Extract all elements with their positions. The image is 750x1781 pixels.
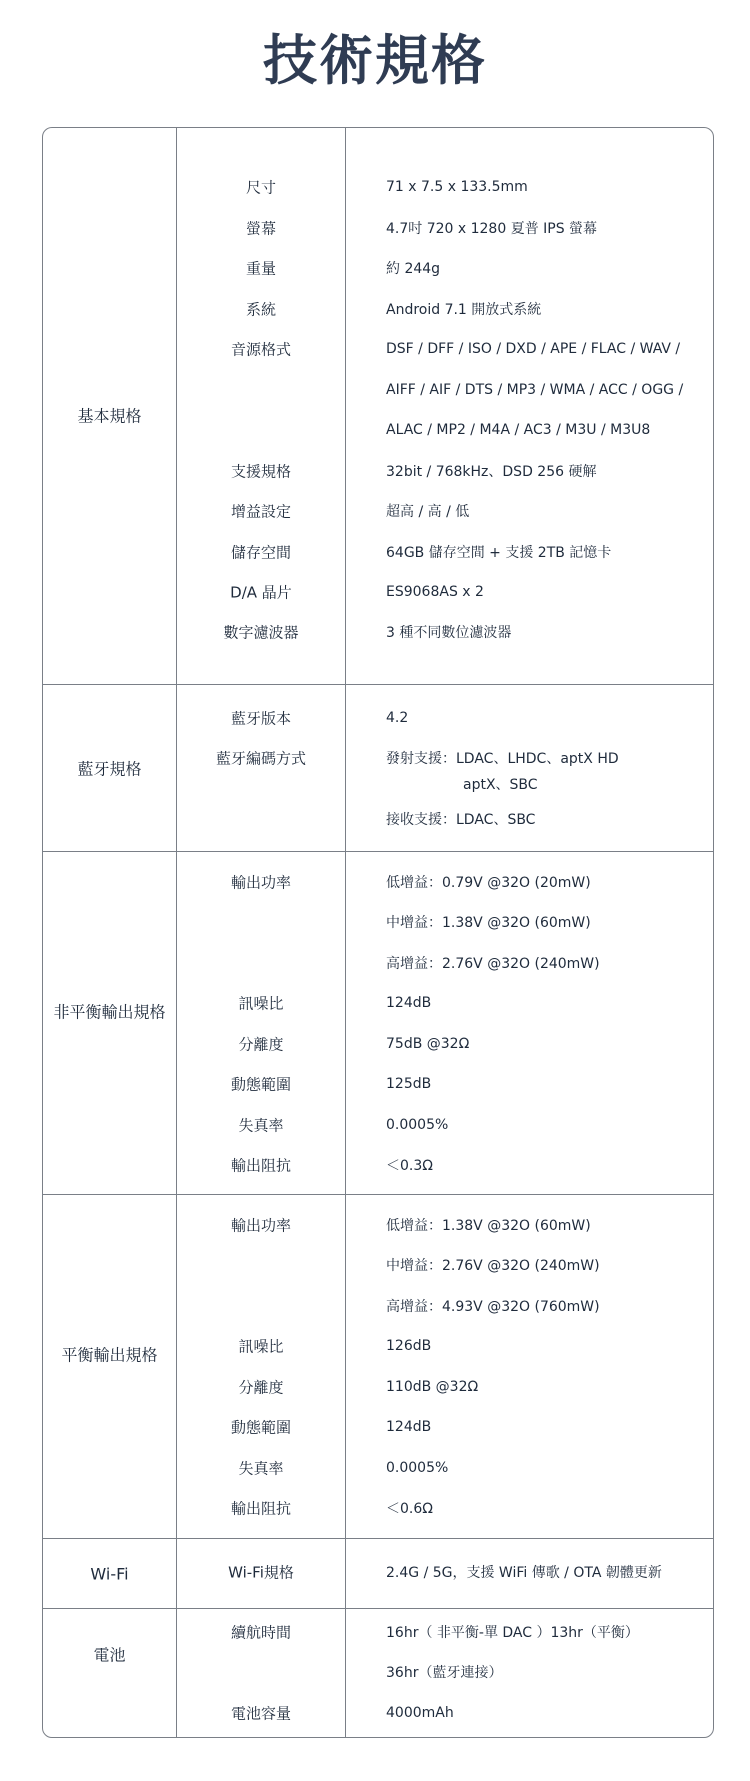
spec-value: 110dB @32Ω bbox=[386, 1379, 479, 1395]
spec-value: 16hr（ 非平衡-單 DAC ）13hr（平衡） bbox=[386, 1625, 639, 1641]
spec-value: 中增益：2.76V @32O (240mW) bbox=[386, 1258, 600, 1274]
spec-value: aptX、SBC bbox=[463, 777, 538, 793]
spec-label: 失真率 bbox=[238, 1459, 284, 1478]
section-divider bbox=[43, 1608, 713, 1609]
spec-value: 低增益：1.38V @32O (60mW) bbox=[386, 1218, 591, 1234]
spec-value: AIFF / AIF / DTS / MP3 / WMA / ACC / OGG / bbox=[386, 382, 684, 398]
spec-value: 約 244g bbox=[386, 261, 441, 277]
section-divider bbox=[43, 1194, 713, 1195]
spec-value: 75dB @32Ω bbox=[386, 1036, 470, 1052]
spec-value: ＜0.3Ω bbox=[386, 1158, 433, 1174]
spec-label: 動態範圍 bbox=[230, 1075, 291, 1094]
spec-label: 音源格式 bbox=[230, 340, 291, 359]
spec-value: 4000mAh bbox=[386, 1705, 454, 1721]
section-bluetooth: 藍牙規格 bbox=[77, 759, 142, 779]
spec-label: 增益設定 bbox=[230, 502, 291, 521]
section-battery: 電池 bbox=[93, 1645, 126, 1665]
spec-value: 高增益：2.76V @32O (240mW) bbox=[386, 956, 600, 972]
spec-label: 失真率 bbox=[238, 1116, 284, 1135]
spec-value: 0.0005% bbox=[386, 1117, 449, 1133]
spec-value: Android 7.1 開放式系統 bbox=[386, 302, 542, 318]
spec-label: 藍牙版本 bbox=[230, 709, 291, 728]
spec-label: 儲存空間 bbox=[230, 543, 291, 562]
spec-value: 36hr（藍牙連接） bbox=[386, 1665, 503, 1681]
spec-value: DSF / DFF / ISO / DXD / APE / FLAC / WAV / bbox=[386, 341, 681, 357]
spec-value: 2.4G / 5G，支援 WiFi 傳歌 / OTA 韌體更新 bbox=[386, 1565, 662, 1581]
spec-label: 支援規格 bbox=[230, 462, 291, 481]
spec-value: 4.2 bbox=[386, 710, 409, 726]
spec-label: 重量 bbox=[245, 259, 276, 278]
spec-label: 數字濾波器 bbox=[223, 623, 299, 642]
section-divider bbox=[43, 684, 713, 685]
column-divider bbox=[176, 128, 177, 1737]
section-basic: 基本規格 bbox=[77, 406, 142, 426]
spec-label: 輸出阻抗 bbox=[230, 1499, 291, 1518]
spec-label: 螢幕 bbox=[245, 219, 276, 238]
section-balanced-output: 平衡輸出規格 bbox=[61, 1345, 158, 1365]
spec-label: 尺寸 bbox=[245, 178, 276, 197]
spec-value: 64GB 儲存空間 + 支援 2TB 記憶卡 bbox=[386, 545, 612, 561]
spec-label: 動態範圍 bbox=[230, 1418, 291, 1437]
spec-label: Wi-Fi規格 bbox=[228, 1563, 294, 1582]
spec-value: ＜0.6Ω bbox=[386, 1501, 433, 1517]
spec-value: 超高 / 高 / 低 bbox=[386, 504, 470, 520]
spec-label: 訊噪比 bbox=[238, 1337, 284, 1356]
spec-value: ES9068AS x 2 bbox=[386, 584, 484, 600]
page-title: 技術規格 bbox=[263, 28, 487, 92]
spec-label: 電池容量 bbox=[230, 1704, 291, 1723]
spec-value: 71 x 7.5 x 133.5mm bbox=[386, 179, 528, 195]
spec-label: D/A 晶片 bbox=[230, 583, 292, 602]
spec-table bbox=[42, 127, 714, 1738]
spec-value: 接收支援：LDAC、SBC bbox=[386, 812, 536, 828]
spec-label: 輸出功率 bbox=[230, 873, 291, 892]
spec-value: 0.0005% bbox=[386, 1460, 449, 1476]
spec-value: 126dB bbox=[386, 1338, 432, 1354]
spec-value: 4.7吋 720 x 1280 夏普 IPS 螢幕 bbox=[386, 221, 598, 237]
spec-value: 32bit / 768kHz、DSD 256 硬解 bbox=[386, 464, 597, 480]
spec-label: 分離度 bbox=[238, 1378, 284, 1397]
spec-value: 發射支援：LDAC、LHDC、aptX HD bbox=[386, 751, 619, 767]
spec-value: 高增益：4.93V @32O (760mW) bbox=[386, 1299, 600, 1315]
column-divider bbox=[345, 128, 346, 1737]
section-unbalanced-output: 非平衡輸出規格 bbox=[53, 1002, 166, 1022]
spec-value: 124dB bbox=[386, 995, 432, 1011]
section-wifi: Wi-Fi bbox=[90, 1564, 129, 1584]
spec-label: 訊噪比 bbox=[238, 994, 284, 1013]
spec-label: 系統 bbox=[245, 300, 276, 319]
spec-label: 分離度 bbox=[238, 1035, 284, 1054]
spec-value: 124dB bbox=[386, 1419, 432, 1435]
section-divider bbox=[43, 1538, 713, 1539]
section-divider bbox=[43, 851, 713, 852]
spec-value: 低增益：0.79V @32O (20mW) bbox=[386, 875, 591, 891]
spec-label: 輸出功率 bbox=[230, 1216, 291, 1235]
spec-label: 續航時間 bbox=[230, 1623, 291, 1642]
spec-value: 125dB bbox=[386, 1076, 432, 1092]
spec-label: 輸出阻抗 bbox=[230, 1156, 291, 1175]
spec-value: ALAC / MP2 / M4A / AC3 / M3U / M3U8 bbox=[386, 422, 651, 438]
spec-label: 藍牙編碼方式 bbox=[215, 749, 306, 768]
spec-value: 中增益：1.38V @32O (60mW) bbox=[386, 915, 591, 931]
spec-value: 3 種不同數位濾波器 bbox=[386, 625, 512, 641]
